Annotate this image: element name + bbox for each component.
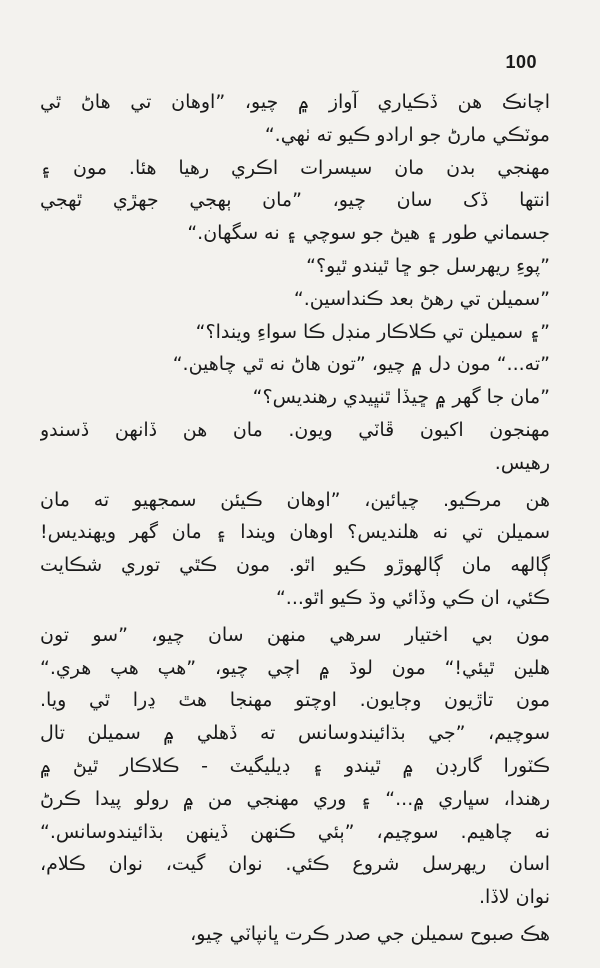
text-line: موٽڪي مارڻ جو ارادو ڪيو ته ٺهي.“	[264, 123, 550, 146]
text-line: ڳالهه مان ڳالهوڙو ڪيو اٿو. مون ڪٿي توري شڪايت	[40, 554, 550, 577]
text-line: نه چاهيم. سوچيم، ”ٻئي ڪنهن ڏينهن بڌائيندوسانس.“	[40, 820, 550, 843]
text-line: هڪ صبوح سميلن جي صدر ڪرت ڀانپاٽي چيو،	[190, 922, 550, 945]
text-line: اچانڪ هن ڏڪياري آواز ۾ چيو، ”اوهان تي هاڻ ٿي	[40, 91, 550, 113]
text-line: سميلن تي نه هلنديس؟ اوهان ويندا ۽ مان گهر ويهنديس!	[40, 521, 550, 544]
text-line: انتها ڏک سان چيو، ”مان ٻهجي جهڙي ٿهجي	[40, 189, 550, 212]
text-line: رهندا، سڀاري ۾...“ ۽ وري مهنجي من ۾ رولو پيدا ڪرڻ	[40, 787, 550, 810]
page-body-text	[40, 86, 550, 951]
text-line: مهنجون اکيون ڦاٽي ويون. مان هن ڏانهن ڏسندو	[40, 418, 550, 441]
text-line: ”مان جا گهر ۾ ڇيڏا ٿنڀيدي رهنديس؟“	[252, 386, 550, 409]
text-line: اسان ريهرسل شروع ڪئي. نوان گيت، نوان ڪلام،	[40, 853, 550, 876]
text-line: نوان لاڏا.	[479, 886, 550, 909]
text-line: ڪٽورا گارڊن ۾ ٿيندو ۽ ڊيليگيٽ - ڪلاڪار ٿيڻ ۾	[40, 754, 550, 777]
text-line: رهيس.	[494, 451, 550, 474]
text-line: ڪئي، ان ڪي وڏائي وڌ ڪيو اٿو...“	[275, 586, 550, 609]
text-line: ”ته...“ مون دل ۾ چيو، ”تون هاڻ نه ٿي چاهين.“	[172, 353, 550, 376]
text-line: ”پوءِ ريهرسل جو ڇا ٿيندو ٿيو؟“	[306, 254, 550, 277]
text-line: مون تاڙيون وڄايون. اوچتو مهنجا هٿ ڍرا ٿي ويا.	[40, 689, 550, 712]
page-number: 100	[505, 52, 537, 72]
text-line: جسماني طور ۽ هيڻ جو سوچي ۽ نه سگهان.“	[187, 222, 550, 245]
text-line: سوچيم، ”جي بڌائيندوسانس ته ڏهلي ۾ سميلن تال	[40, 722, 550, 745]
text-line: مهنجي بدن مان سيسرات اڪري رهيا هئا. مون ۽	[40, 156, 550, 179]
text-line: ”۽ سميلن تي ڪلاڪار منڊل ڪا سواءِ ويندا؟“	[195, 320, 550, 343]
text-line: هن مرڪيو. چيائين، ”اوهان ڪيئن سمجهيو ته مان	[40, 488, 550, 511]
text-line: مون بي اختيار سرهي منهن سان چيو، ”سو تون	[40, 623, 550, 646]
text-line: هلين ٿيئي!“ مون لوڌ ۾ اچي چيو، ”هپ هپ هري.“	[40, 656, 550, 679]
text-line: ”سميلن تي رهڻ بعد ڪنداسين.“	[293, 287, 550, 310]
